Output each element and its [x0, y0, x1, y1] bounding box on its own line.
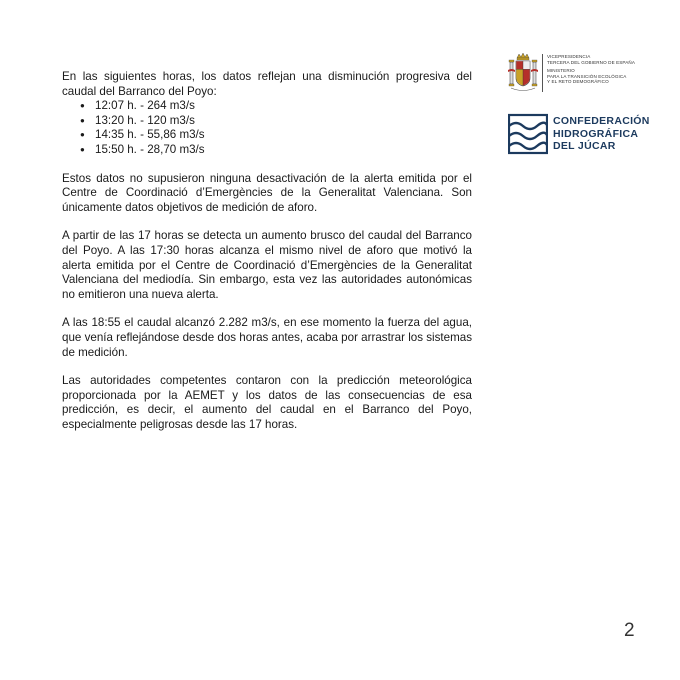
flow-readings-list [80, 99, 472, 157]
gov-line: Y EL RETO DEMOGRÁFICO [547, 79, 609, 85]
government-logo [508, 52, 658, 98]
chj-line: HIDROGRÁFICA [553, 127, 639, 140]
list-item: ● 13:20 h. - 120 m3/s [80, 114, 472, 129]
chj-logo [508, 112, 658, 156]
gov-line: PARA LA TRANSICIÓN ECOLÓGICA [547, 73, 627, 79]
paragraph-peak-flow: A las 18:55 el caudal alcanzó 2.282 m3/s, en ese momento la fuerza del agua, que venía reflejándose desde dos horas antes, acaba por arrastrar los sistemas de medición. [62, 316, 472, 359]
list-item: ● 12:07 h. - 264 m3/s [80, 99, 472, 114]
page-number: 2 [624, 620, 635, 641]
paragraph-alert-status: Estos datos no supusieron ninguna desactivación de la alerta emitida por el Centre de Coordinació d’Emergències de la Generalitat Valenciana. Son únicamente datos objetivos de medición de aforo. [62, 171, 472, 214]
gov-line: TERCERA DEL GOBIERNO DE ESPAÑA [547, 59, 636, 65]
government-text [547, 54, 665, 85]
list-item: ● 15:50 h. - 28,70 m3/s [80, 143, 472, 158]
gov-line: MINISTERIO [547, 68, 575, 74]
coat-of-arms-icon [508, 52, 538, 94]
chj-line: CONFEDERACIÓN [553, 115, 650, 127]
gov-line: VICEPRESIDENCIA [547, 54, 591, 59]
main-content [62, 70, 472, 446]
chj-text [553, 115, 650, 153]
list-item: ● 14:35 h. - 55,86 m3/s [80, 128, 472, 143]
chj-line: DEL JÚCAR [553, 140, 616, 152]
intro-paragraph: En las siguientes horas, los datos reflejan una disminución progresiva del caudal del Barranco del Poyo: [62, 70, 472, 98]
river-waves-icon [508, 112, 548, 156]
paragraph-flow-increase: A partir de las 17 horas se detecta un aumento brusco del caudal del Barranco del Poyo. A las 17:30 horas alcanza el mismo nivel de aforo que motivó la alerta emitida por el Centre de Coordinació d’Emergències de la Generalitat Valenciana del mediodía. Sin embargo, esta vez las autoridades autonómicas no emitieron una nueva alerta. [62, 229, 472, 301]
paragraph-authorities: Las autoridades competentes contaron con la predicción meteorológica proporcionada por la AEMET y los datos de las consecuencias de esa predicción, es decir, el aumento del caudal en el Barranco del Poyo, especialmente peligrosas desde las 17 horas. [62, 374, 472, 431]
logo-divider [542, 54, 543, 92]
